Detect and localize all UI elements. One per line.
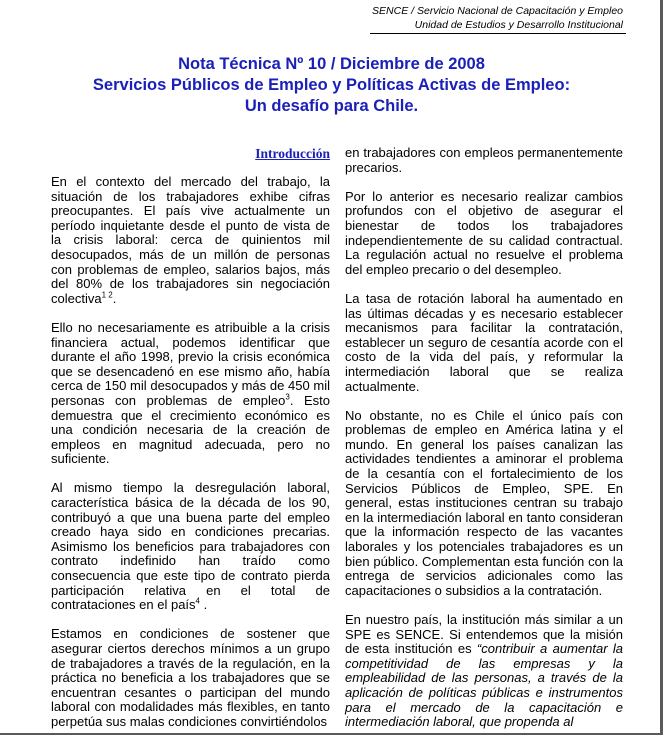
title-line-2: Servicios Públicos de Empleo y Políticas Activas de Empleo: [92, 76, 571, 94]
title-line-3: Un desafío para Chile. [244, 97, 419, 115]
section-heading: Introducción [255, 146, 330, 161]
left-paragraph-1: En el contexto del mercado del trabajo, la situación de los trabajadores exhibe cifras preocupantes. El país vive actualmente un período inquietante desde el punto de vista de la crisis laboral: cerca de quinientos mil desocupados, más de un millón de personas con problemas de empleo, salarios bajos, más del 80% de los trabajadores sin negociación colectiva$^{1 2}$. [51, 174, 330, 306]
right-paragraph-4: En nuestro país, la institución más similar a un SPE es SENCE. Si entendemos que la misión de esta institución es “contribuir a aumentar la competitividad de las empresas y la empleabilidad de las personas, a través de la aplicación de políticas públicas e instrumentos para el mercado de la capacitación e intermediación laboral, que propenda al [345, 612, 623, 730]
header-line-2: Unidad de Estudios y Desarrollo Institucional [414, 19, 623, 31]
left-column [51, 146, 330, 744]
right-column [345, 146, 623, 744]
left-paragraph-4: Estamos en condiciones de sostener que asegurar ciertos derechos mínimos a un grupo de trabajadores a través de la regulación, en la práctica no beneficia a los trabajadores que se encuentran cesantes o participan del mundo laboral con modalidades más flexibles, en tanto perpetúa sus malas condiciones convirtiéndolos [51, 626, 330, 729]
left-paragraph-3: Al mismo tiempo la desregulación laboral, característica básica de la década de los 90, contribuyó a que una buena parte del empleo creado haya sido en condiciones precarias. Asimismo los beneficios para trabajadores con contrato indefinido han traído como consecuencia que este tipo de contrato pierda participación relativa en el total de contrataciones en el país$^4$ . [51, 480, 330, 613]
left-paragraph-2: Ello no necesariamente es atribuible a la crisis financiera actual, podemos identificar que durante el año 1998, previo la crisis económica que se desencadenó en ese mismo año, había cerca de 150 mil desocupados y más de 450 mil personas con problemas de empleo$^3$. Esto demuestra que el crecimiento económico es una condición necesaria de la creación de empleos en magnitud adecuada, pero no suficiente. [51, 319, 330, 467]
right-paragraph-1: Por lo anterior es necesario realizar cambios profundos con el objetivo de asegurar el bienestar de todos los trabajadores independientemente de su calidad contractual. La regulación actual no resuelve el problema del empleo precario o del desempleo. [345, 188, 623, 277]
title-line-1: Nota Técnica Nº 10 / Diciembre de 2008 [178, 55, 485, 73]
right-paragraph-0: en trabajadores con empleos permanentemente precarios. [345, 145, 623, 175]
right-paragraph-3: No obstante, no es Chile el único país con problemas de empleo en América latina y el mundo. En general los países canalizan las actividades tendientes a aminorar el problema de la cesantía con el fortalecimiento de los Servicios Públicos de Empleo, SPE. En general, estas instituciones centran su trabajo en la intermediación laboral en tanto consideran que la información respecto de las vacantes laborales y los potenciales trabajadores es un bien público. Complementan esta función con la entrega de servicios adicionales como las capacitaciones o subsidios a la contratación. [345, 407, 623, 598]
header-rule [370, 33, 626, 34]
running-header [372, 4, 623, 32]
right-paragraph-2: La tasa de rotación laboral ha aumentado en las últimas décadas y es necesario establecer mecanismos para facilitar la contratación, establecer un seguro de cesantía acorde con el costo de la vida del país, y reformular la intermediación laboral que se realiza actualmente. [345, 290, 623, 394]
header-line-1: SENCE / Servicio Nacional de Capacitación y Empleo [372, 5, 623, 17]
